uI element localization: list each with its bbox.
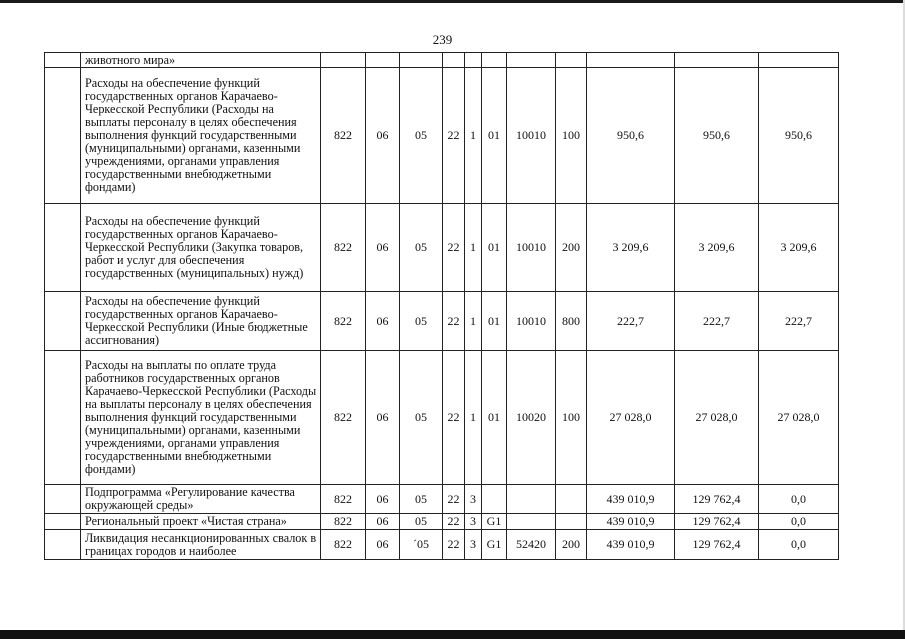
subsection-code-cell: 05 bbox=[400, 514, 443, 530]
section-code-cell: 06 bbox=[366, 514, 400, 530]
subsection-code-cell: ´05 bbox=[400, 530, 443, 560]
row-number-cell bbox=[45, 292, 81, 351]
row-number-cell bbox=[45, 53, 81, 68]
amount-year-2-cell: 129 762,4 bbox=[675, 514, 759, 530]
subsection-code-cell: 05 bbox=[400, 68, 443, 204]
program-code-cell: 22 bbox=[443, 514, 465, 530]
direction-code-cell: 10010 bbox=[507, 204, 556, 292]
subprogram-code-cell: 3 bbox=[465, 485, 482, 514]
program-code-cell: 22 bbox=[443, 68, 465, 204]
amount-year-1-cell: 439 010,9 bbox=[587, 485, 675, 514]
program-code-cell: 22 bbox=[443, 530, 465, 560]
measure-code-cell: 01 bbox=[482, 292, 507, 351]
table-row bbox=[45, 53, 839, 68]
subsection-code-cell: 05 bbox=[400, 351, 443, 485]
ministry-code-cell bbox=[321, 53, 366, 68]
direction-code-cell: 52420 bbox=[507, 530, 556, 560]
amount-year-2-cell: 129 762,4 bbox=[675, 530, 759, 560]
row-number-cell bbox=[45, 351, 81, 485]
expense-type-code-cell: 100 bbox=[556, 68, 587, 204]
amount-year-3-cell bbox=[759, 53, 839, 68]
subsection-code-cell: 05 bbox=[400, 485, 443, 514]
amount-year-3-cell: 27 028,0 bbox=[759, 351, 839, 485]
direction-code-cell: 10010 bbox=[507, 292, 556, 351]
subprogram-code-cell: 1 bbox=[465, 68, 482, 204]
subsection-code-cell: 05 bbox=[400, 292, 443, 351]
amount-year-3-cell: 222,7 bbox=[759, 292, 839, 351]
expense-type-code-cell: 800 bbox=[556, 292, 587, 351]
expense-type-code-cell: 200 bbox=[556, 204, 587, 292]
table-row bbox=[45, 514, 839, 530]
subprogram-code-cell bbox=[465, 53, 482, 68]
amount-year-2-cell bbox=[675, 53, 759, 68]
row-number-cell bbox=[45, 485, 81, 514]
page-number: 239 bbox=[432, 32, 453, 47]
scan-edge-top bbox=[0, 0, 905, 3]
description-cell: животного мира» bbox=[81, 53, 321, 68]
ministry-code-cell: 822 bbox=[321, 68, 366, 204]
expense-type-code-cell: 200 bbox=[556, 530, 587, 560]
row-number-cell bbox=[45, 530, 81, 560]
amount-year-1-cell: 222,7 bbox=[587, 292, 675, 351]
direction-code-cell bbox=[507, 485, 556, 514]
description-cell: Региональный проект «Чистая страна» bbox=[81, 514, 321, 530]
description-cell: Ликвидация несанкционированных свалок в границах городов и наиболее bbox=[81, 530, 321, 560]
table-row bbox=[45, 351, 839, 485]
direction-code-cell: 10020 bbox=[507, 351, 556, 485]
scan-edge-bottom bbox=[0, 630, 905, 639]
description-cell: Расходы на обеспечение функций государственных органов Карачаево-Черкесской Республики (Расходы на выплаты персоналу в целях обеспечения выполнения функций государственными (муниципальными) органами, казенными учреждениями, органами управления государственными внебюджетными фондами) bbox=[81, 68, 321, 204]
subprogram-code-cell: 3 bbox=[465, 530, 482, 560]
table-row bbox=[45, 204, 839, 292]
table-row bbox=[45, 485, 839, 514]
table-row bbox=[45, 292, 839, 351]
amount-year-2-cell: 950,6 bbox=[675, 68, 759, 204]
amount-year-2-cell: 129 762,4 bbox=[675, 485, 759, 514]
program-code-cell: 22 bbox=[443, 204, 465, 292]
direction-code-cell bbox=[507, 53, 556, 68]
amount-year-1-cell: 27 028,0 bbox=[587, 351, 675, 485]
subsection-code-cell: 05 bbox=[400, 204, 443, 292]
ministry-code-cell: 822 bbox=[321, 292, 366, 351]
measure-code-cell: 01 bbox=[482, 68, 507, 204]
description-cell: Расходы на обеспечение функций государственных органов Карачаево-Черкесской Республики (Иные бюджетные ассигнования) bbox=[81, 292, 321, 351]
subprogram-code-cell: 1 bbox=[465, 204, 482, 292]
measure-code-cell bbox=[482, 485, 507, 514]
section-code-cell: 06 bbox=[366, 530, 400, 560]
amount-year-3-cell: 950,6 bbox=[759, 68, 839, 204]
description-cell: Расходы на обеспечение функций государственных органов Карачаево-Черкесской Республики (Закупка товаров, работ и услуг для обеспечения государственных (муниципальных) нужд) bbox=[81, 204, 321, 292]
amount-year-1-cell: 439 010,9 bbox=[587, 530, 675, 560]
program-code-cell: 22 bbox=[443, 351, 465, 485]
program-code-cell: 22 bbox=[443, 485, 465, 514]
amount-year-1-cell: 950,6 bbox=[587, 68, 675, 204]
direction-code-cell: 10010 bbox=[507, 68, 556, 204]
measure-code-cell: 01 bbox=[482, 204, 507, 292]
expense-type-code-cell bbox=[556, 53, 587, 68]
amount-year-3-cell: 3 209,6 bbox=[759, 204, 839, 292]
ministry-code-cell: 822 bbox=[321, 351, 366, 485]
description-cell: Расходы на выплаты по оплате труда работников государственных органов Карачаево-Черкесской Республики (Расходы на выплаты персоналу в целях обеспечения выполнения функций государственными (муниципальными) органами, казенными учреждениями, органами управления государственными внебюджетными фондами) bbox=[81, 351, 321, 485]
subprogram-code-cell: 3 bbox=[465, 514, 482, 530]
amount-year-2-cell: 27 028,0 bbox=[675, 351, 759, 485]
table-row bbox=[45, 530, 839, 560]
section-code-cell: 06 bbox=[366, 292, 400, 351]
section-code-cell bbox=[366, 53, 400, 68]
section-code-cell: 06 bbox=[366, 351, 400, 485]
direction-code-cell bbox=[507, 514, 556, 530]
ministry-code-cell: 822 bbox=[321, 204, 366, 292]
description-cell: Подпрограмма «Регулирование качества окружающей среды» bbox=[81, 485, 321, 514]
budget-table bbox=[44, 52, 839, 560]
amount-year-1-cell: 3 209,6 bbox=[587, 204, 675, 292]
row-number-cell bbox=[45, 68, 81, 204]
expense-type-code-cell bbox=[556, 485, 587, 514]
row-number-cell bbox=[45, 514, 81, 530]
row-number-cell bbox=[45, 204, 81, 292]
ministry-code-cell: 822 bbox=[321, 514, 366, 530]
measure-code-cell: 01 bbox=[482, 351, 507, 485]
measure-code-cell: G1 bbox=[482, 514, 507, 530]
expense-type-code-cell bbox=[556, 514, 587, 530]
subprogram-code-cell: 1 bbox=[465, 292, 482, 351]
subprogram-code-cell: 1 bbox=[465, 351, 482, 485]
amount-year-3-cell: 0,0 bbox=[759, 530, 839, 560]
measure-code-cell: G1 bbox=[482, 530, 507, 560]
program-code-cell: 22 bbox=[443, 292, 465, 351]
amount-year-2-cell: 222,7 bbox=[675, 292, 759, 351]
amount-year-2-cell: 3 209,6 bbox=[675, 204, 759, 292]
section-code-cell: 06 bbox=[366, 204, 400, 292]
table-row bbox=[45, 68, 839, 204]
ministry-code-cell: 822 bbox=[321, 485, 366, 514]
section-code-cell: 06 bbox=[366, 68, 400, 204]
subsection-code-cell bbox=[400, 53, 443, 68]
ministry-code-cell: 822 bbox=[321, 530, 366, 560]
amount-year-1-cell bbox=[587, 53, 675, 68]
amount-year-3-cell: 0,0 bbox=[759, 514, 839, 530]
measure-code-cell bbox=[482, 53, 507, 68]
expense-type-code-cell: 100 bbox=[556, 351, 587, 485]
section-code-cell: 06 bbox=[366, 485, 400, 514]
amount-year-1-cell: 439 010,9 bbox=[587, 514, 675, 530]
program-code-cell bbox=[443, 53, 465, 68]
amount-year-3-cell: 0,0 bbox=[759, 485, 839, 514]
